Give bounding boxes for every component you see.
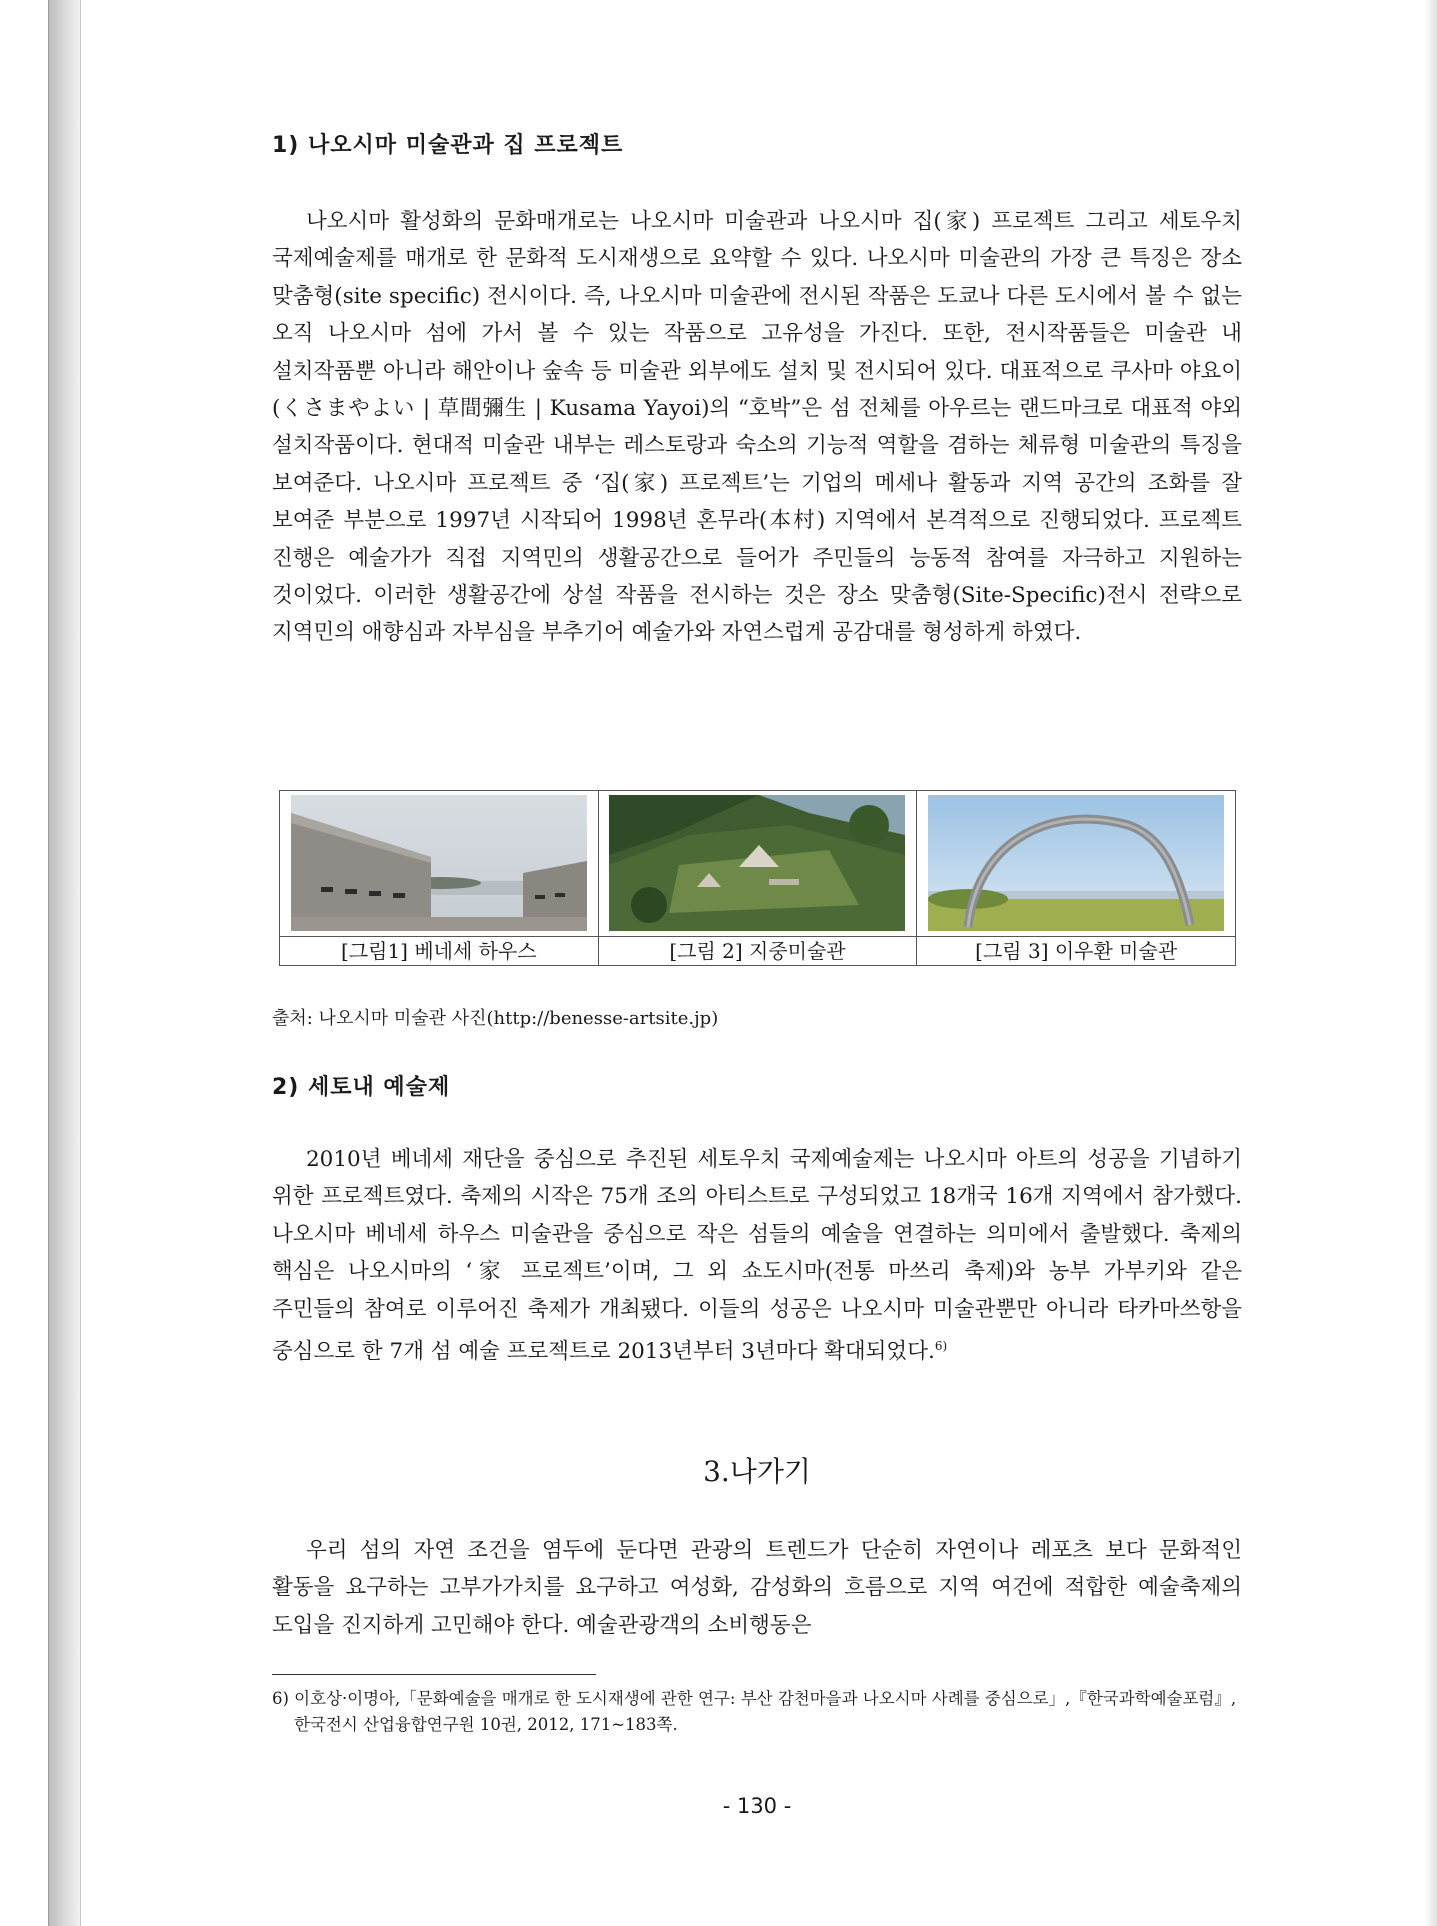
chapter-heading: 3.나가기 <box>703 1455 811 1488</box>
figure-source: 출처: 나오시마 미술관 사진(http://benesse-artsite.jp) <box>272 1008 719 1029</box>
section-2-text: 2010년 베네세 재단을 중심으로 추진된 세토우치 국제예술제는 나오시마 아트의 성공을 기념하기 위한 프로젝트였다. 축제의 시작은 75개 조의 아티스트로 구성되었고 18개국 16개 지역에서 참가했다. 나오시마 베네세 하우스 미술관을 중심으로 작은 섬들의 예술을 연결하는 의미에서 출발했다. 축제의 핵심은 나오시마의 ‘家 프로젝트’이며, 그 외 쇼도시마(전통 마쓰리 축제)와 농부 가부키와 같은 주민들의 참여로 이루어진 축제가 개최됐다. 이들의 성공은 나오시마 미술관뿐만 아니라 타카마쓰항을 중심으로 한 7개 섬 예술 프로젝트로 2013년부터 3년마다 확대되었다. <box>272 1147 1242 1365</box>
figure-1-caption: [그림1] 베네세 하우스 <box>280 937 599 966</box>
benesse-house-photo <box>291 795 587 931</box>
section-2-heading: 2) 세토내 예술제 <box>272 1075 451 1100</box>
figure-image-row <box>280 791 1236 937</box>
section-2-paragraph <box>272 1141 1242 1371</box>
section-2 <box>272 1070 1242 1371</box>
figure-3-cell <box>917 791 1236 937</box>
figure-3-caption: [그림 3] 이우환 미술관 <box>917 937 1236 966</box>
section-1 <box>272 128 1242 652</box>
chapter-3 <box>272 1532 1242 1644</box>
figure-caption-row <box>280 937 1236 966</box>
footnote-reference[interactable]: 6) <box>934 1339 948 1354</box>
chichu-art-museum-photo <box>609 795 905 931</box>
lee-ufan-museum-photo <box>928 795 1224 931</box>
figure-2-caption: [그림 2] 지중미술관 <box>598 937 917 966</box>
page-edge-shadow <box>1424 0 1437 1926</box>
figure-1-cell <box>280 791 599 937</box>
footnote-6: 6) 이호상·이명아,「문화예술을 매개로 한 도시재생에 관한 연구: 부산 감천마을과 나오시마 사례를 중심으로」,『한국과학예술포럼』, 한국전시 산업융합연구원 10권, 2012, 171~183쪽. <box>272 1689 1237 1734</box>
figure-table <box>279 790 1236 966</box>
page-number: - 130 - <box>722 1794 792 1818</box>
figure-2-cell <box>598 791 917 937</box>
section-1-heading: 1) 나오시마 미술관과 집 프로젝트 <box>272 133 624 158</box>
section-1-paragraph: 나오시마 활성화의 문화매개로는 나오시마 미술관과 나오시마 집(家) 프로젝트 그리고 세토우치 국제예술제를 매개로 한 문화적 도시재생으로 요약할 수 있다. 나오시마 미술관의 가장 큰 특징은 장소 맞춤형(site specific) 전시이다. 즉, 나오시마 미술관에 전시된 작품은 도쿄나 다른 도시에서 볼 수 없는 오직 나오시마 섬에 가서 볼 수 있는 작품으로 고유성을 가진다. 또한, 전시작품들은 미술관 내 설치작품뿐 아니라 해안이나 숲속 등 미술관 외부에도 설치 및 전시되어 있다. 대표적으로 쿠사마 야요이(くさまやよい | 草間彌生 | Kusama Yayoi)의 “호박”은 섬 전체를 아우르는 랜드마크로 대표적 야외 설치작품이다. 현대적 미술관 내부는 레스토랑과 숙소의 기능적 역할을 겸하는 체류형 미술관의 특징을 보여준다. 나오시마 프로젝트 중 ‘집(家) 프로젝트’는 기업의 메세나 활동과 지역 공간의 조화를 잘 보여준 부분으로 1997년 시작되어 1998년 혼무라(本村) 지역에서 본격적으로 진행되었다. 프로젝트 진행은 예술가가 직접 지역민의 생활공간으로 들어가 주민들의 능동적 참여를 자극하고 지원하는 것이었다. 이러한 생활공간에 상설 작품을 전시하는 것은 장소 맞춤형(Site-Specific)전시 전략으로 지역민의 애향심과 자부심을 부추기어 예술가와 자연스럽게 공감대를 형성하게 하였다. <box>272 209 1242 646</box>
book-binding <box>48 0 83 1926</box>
footnote <box>272 1686 1242 1738</box>
footnote-divider <box>272 1674 596 1675</box>
chapter-3-paragraph: 우리 섬의 자연 조건을 염두에 둔다면 관광의 트렌드가 단순히 자연이나 레포츠 보다 문화적인 활동을 요구하는 고부가가치를 요구하고 여성화, 감성화의 흐름으로 지역 여건에 적합한 예술축제의 도입을 진지하게 고민해야 한다. 예술관광객의 소비행동은 <box>272 1538 1242 1638</box>
